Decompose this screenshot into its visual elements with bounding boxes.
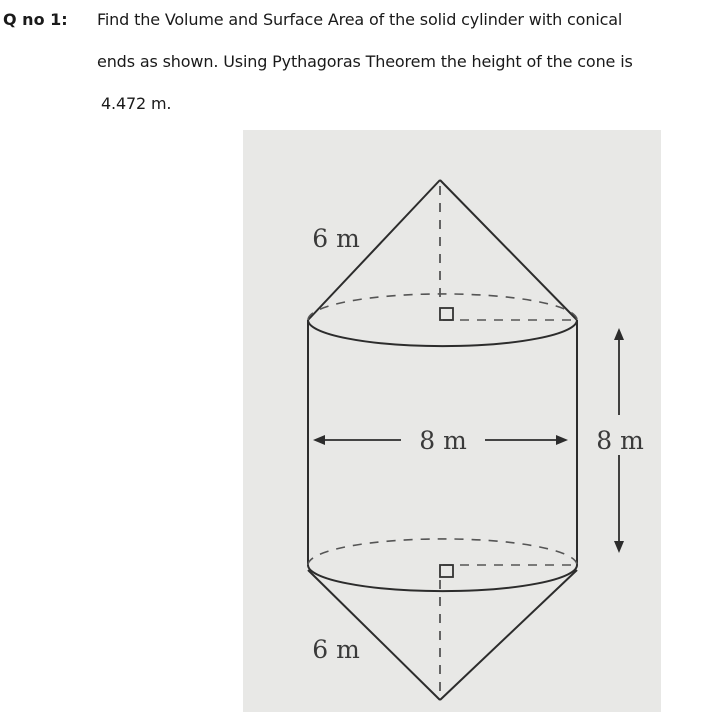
question-text-line-3: 4.472 m. xyxy=(101,94,172,113)
question-text-line-2: ends as shown. Using Pythagoras Theorem the height of the cone is xyxy=(97,52,633,71)
top-right-angle-mark xyxy=(440,308,453,320)
bottom-ellipse-back xyxy=(308,539,577,565)
bottom-ellipse-front xyxy=(308,565,577,591)
height-arrow-bottom-head xyxy=(614,541,624,553)
cylinder-cone-figure xyxy=(243,130,661,712)
height-arrow-top-head xyxy=(614,328,624,340)
question-text-line-1: Find the Volume and Surface Area of the solid cylinder with conical xyxy=(97,10,623,29)
figure-drawing xyxy=(243,130,661,712)
top-cone-right-slant xyxy=(440,180,577,320)
bottom-cone-right-slant xyxy=(440,570,577,700)
top-ellipse-back xyxy=(308,294,577,320)
diameter-arrow-right-head xyxy=(556,435,568,445)
diameter-label: 8 m xyxy=(419,426,467,455)
top-slant-label: 6 m xyxy=(312,224,360,253)
top-ellipse-front xyxy=(308,320,577,346)
diameter-arrow-left-head xyxy=(313,435,325,445)
bottom-right-angle-mark xyxy=(440,565,453,577)
cylinder-height-label: 8 m xyxy=(596,426,644,455)
bottom-slant-label: 6 m xyxy=(312,635,360,664)
question-number: Q no 1: xyxy=(3,10,68,29)
